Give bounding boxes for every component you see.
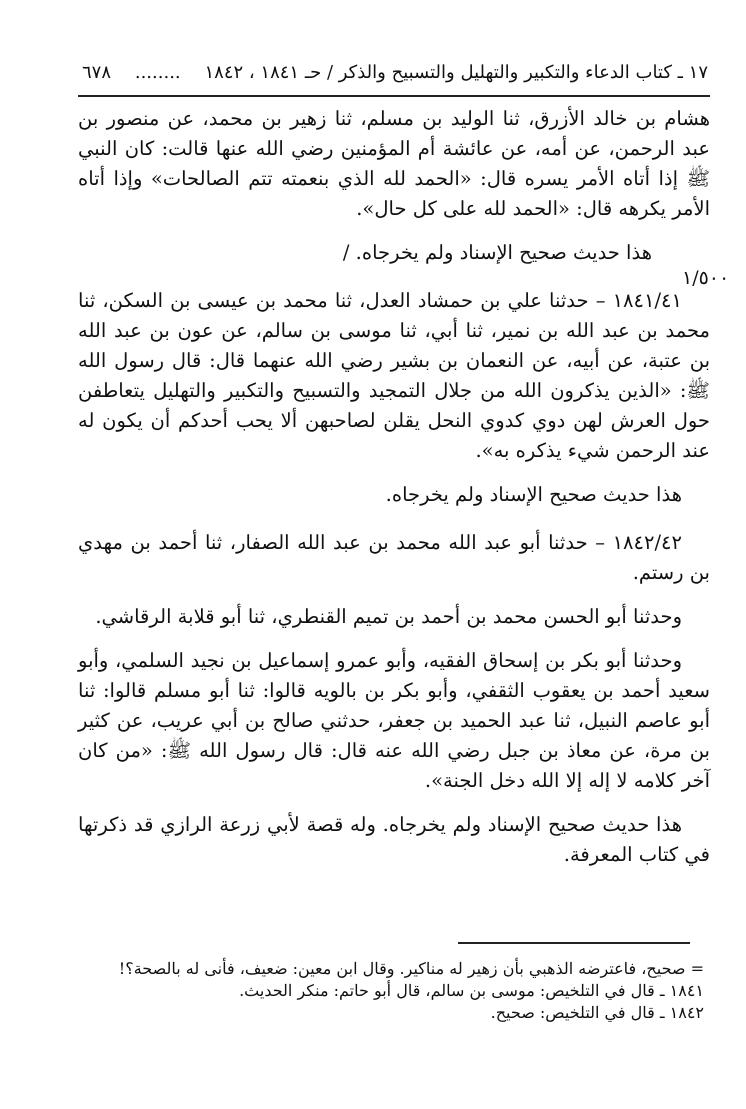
hadith-1842: ١٨٤٢/٤٢ – حدثنا أبو عبد الله محمد بن عبد الله الصفار، ثنا أحمد بن مهدي بن رستم.	[78, 531, 710, 584]
header-rule	[78, 95, 710, 97]
isnad-chain-2: وحدثنا أبو الحسن محمد بن أحمد بن تميم القنطري، ثنا أبو قلابة الرقاشي.	[95, 605, 682, 628]
running-header	[82, 60, 708, 86]
margin-reference: ١/٥٠٠	[682, 267, 730, 289]
hadith-1841: ١٨٤١/٤١ – حدثنا علي بن حمشاد العدل، ثنا محمد بن عيسى بن السكن، ثنا محمد بن عبد الله بن نمير، ثنا أبي، ثنا موسى بن سالم، عن عون بن عبد الله بن عتبة، عن أبيه، عن النعمان بن بشير رضي الله عنهما قال: قال رسول الله ﷺ: «الذين يذكرون الله من جلال التمجيد والتسبيح والتكبير والتهليل يتعاطفن حول العرش لهن دوي كدوي النحل يقلن لصاحبهن ألا يحب أحدكم أن يكون له عند الرحمن شيء يذكره به».	[78, 289, 710, 462]
page-number: ٦٧٨	[82, 62, 112, 83]
body-text	[78, 104, 710, 870]
footnote-1842: ١٨٤٢ ـ قال في التلخيص: صحيح.	[490, 1003, 704, 1022]
footnotes	[90, 958, 704, 1024]
footnote-1841: ١٨٤١ ـ قال في التلخيص: موسى بن سالم، قال أبو حاتم: منكر الحديث.	[239, 981, 704, 1000]
paragraph-verdict-1: هذا حديث صحيح الإسناد ولم يخرجاه. /	[342, 241, 652, 264]
paragraph-verdict-3: هذا حديث صحيح الإسناد ولم يخرجاه. وله قصة لأبي زرعة الرازي قد ذكرتها في كتاب المعرفة.	[78, 813, 710, 866]
isnad-chain-3: وحدثنا أبو بكر بن إسحاق الفقيه، وأبو عمرو إسماعيل بن نجيد السلمي، وأبو سعيد أحمد بن يعقوب الثقفي، وأبو بكر بن بالويه قالوا: ثنا أبو مسلم قالوا: ثنا أبو عاصم النبيل، ثنا عبد الحميد بن جعفر، حدثني صالح بن أبي عريب، عن كثير بن مرة، عن معاذ بن جبل رضي الله عنه قال: قال رسول الله ﷺ: «من كان آخر كلامه لا إله إلا الله دخل الجنة».	[78, 649, 710, 792]
paragraph-verdict-2: هذا حديث صحيح الإسناد ولم يخرجاه.	[385, 483, 682, 506]
footnote-rule	[458, 942, 690, 944]
footnote-continuation: = صحيح، فاعترضه الذهبي بأن زهير له مناكير. وقال ابن معين: ضعيف، فأنى له بالصحة؟!	[118, 959, 704, 978]
paragraph-continuation: هشام بن خالد الأزرق، ثنا الوليد بن مسلم، ثنا زهير بن محمد، عن منصور بن عبد الرحمن، عن أمه، عن عائشة أم المؤمنين رضي الله عنها قالت: كان النبي ﷺ إذا أتاه الأمر يسره قال: «الحمد لله الذي بنعمته تتم الصالحات» وإذا أتاه الأمر يكرهه قال: «الحمد لله على كل حال».	[78, 107, 710, 220]
header-title: ١٧ ـ كتاب الدعاء والتكبير والتهليل والتسبيح والذكر / حـ ١٨٤١ ، ١٨٤٢	[204, 62, 708, 83]
header-dots: ........	[134, 62, 181, 83]
